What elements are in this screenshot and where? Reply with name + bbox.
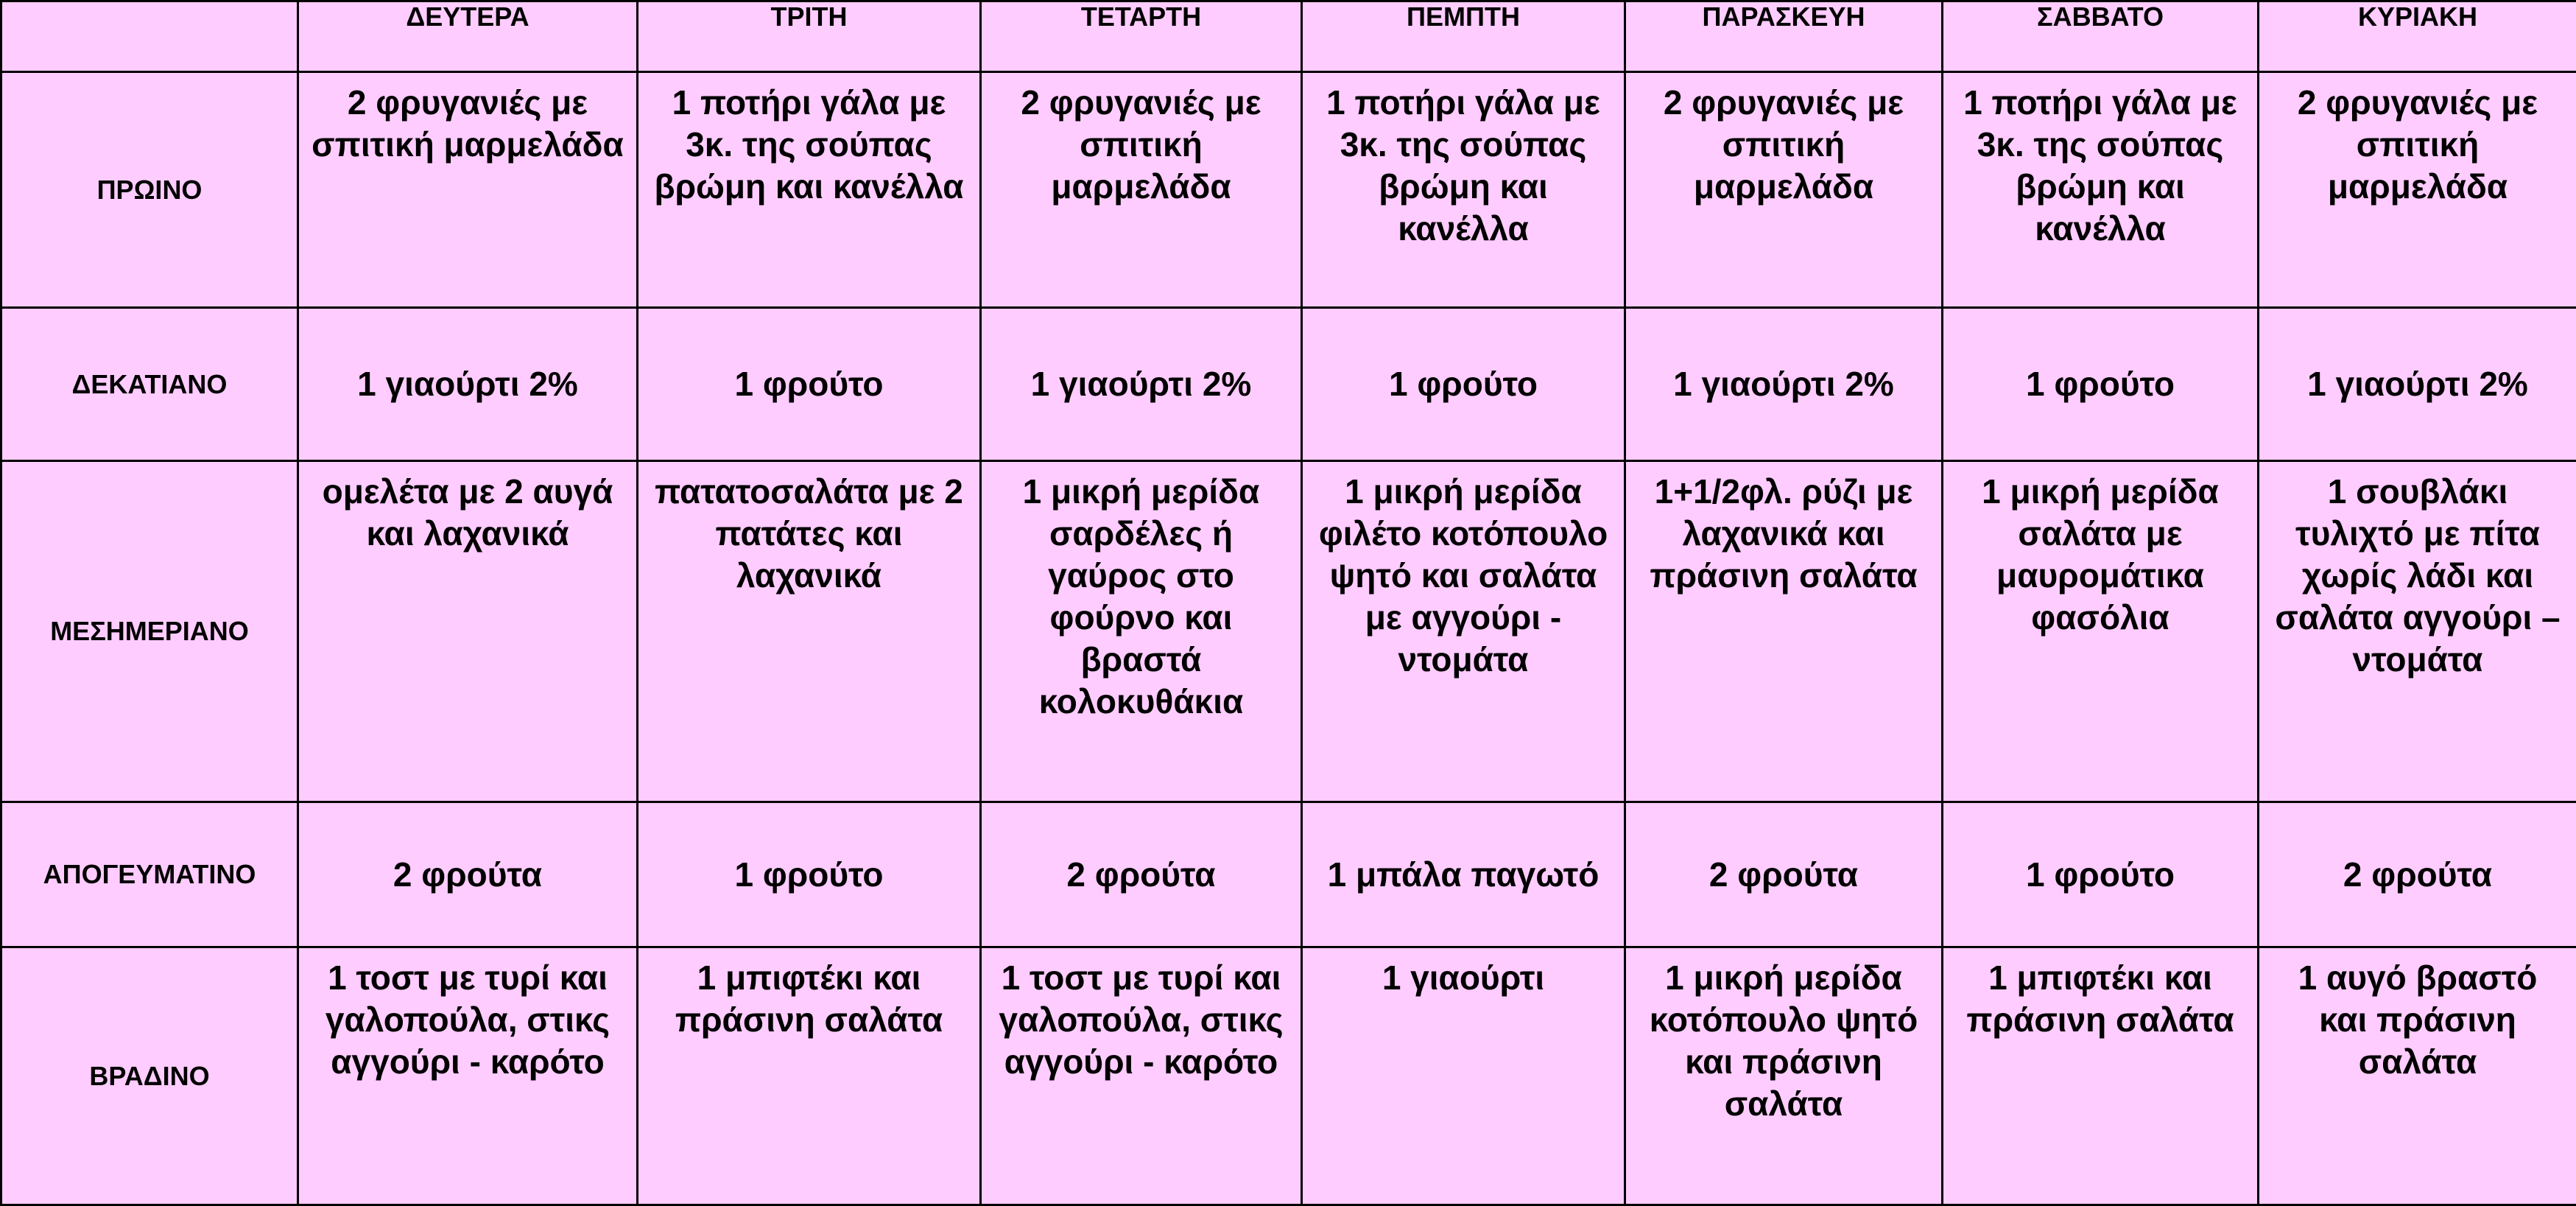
meal-cell: πατατοσαλάτα με 2 πατάτες και λαχανικά xyxy=(638,461,981,802)
day-header: ΚΥΡΙΑΚΗ xyxy=(2259,1,2576,72)
meal-cell: 1 ποτήρι γάλα με 3κ. της σούπας βρώμη και κανέλλα xyxy=(638,72,981,308)
day-header: ΠΕΜΠΤΗ xyxy=(1302,1,1625,72)
meal-cell: 1 μπιφτέκι και πράσινη σαλάτα xyxy=(1943,947,2259,1205)
meal-cell: 1 γιαούρτι 2% xyxy=(1625,308,1943,461)
meal-cell: 1 μπιφτέκι και πράσινη σαλάτα xyxy=(638,947,981,1205)
meal-cell: 2 φρούτα xyxy=(298,802,638,947)
meal-cell: 1 μικρή μερίδα σαλάτα με μαυρομάτικα φασόλια xyxy=(1943,461,2259,802)
header-row xyxy=(1,1,2576,72)
meal-label: ΒΡΑΔΙΝΟ xyxy=(1,947,298,1205)
meal-cell: ομελέτα με 2 αυγά και λαχανικά xyxy=(298,461,638,802)
meal-cell: 1+1/2φλ. ρύζι με λαχανικά και πράσινη σαλάτα xyxy=(1625,461,1943,802)
meal-cell: 1 σουβλάκι τυλιχτό με πίτα χωρίς λάδι και σαλάτα αγγούρι – ντομάτα xyxy=(2259,461,2576,802)
meal-label: ΜΕΣΗΜΕΡΙΑΝΟ xyxy=(1,461,298,802)
meal-cell: 2 φρούτα xyxy=(981,802,1302,947)
meal-cell: 2 φρυγανιές με σπιτική μαρμελάδα xyxy=(981,72,1302,308)
meal-row-lunch xyxy=(1,461,2576,802)
meal-cell: 1 γιαούρτι 2% xyxy=(981,308,1302,461)
meal-cell: 1 φρούτο xyxy=(638,802,981,947)
meal-row-afternoon xyxy=(1,802,2576,947)
meal-row-dinner xyxy=(1,947,2576,1205)
meal-label: ΠΡΩΙΝΟ xyxy=(1,72,298,308)
meal-cell: 1 ποτήρι γάλα με 3κ. της σούπας βρώμη και κανέλλα xyxy=(1302,72,1625,308)
meal-cell: 1 τοστ με τυρί και γαλοπούλα, στικς αγγούρι - καρότο xyxy=(981,947,1302,1205)
meal-label: ΑΠΟΓΕΥΜΑΤΙΝΟ xyxy=(1,802,298,947)
meal-cell: 1 τοστ με τυρί και γαλοπούλα, στικς αγγούρι - καρότο xyxy=(298,947,638,1205)
corner-cell xyxy=(1,1,298,72)
meal-cell: 1 φρούτο xyxy=(1943,802,2259,947)
day-header: ΣΑΒΒΑΤΟ xyxy=(1943,1,2259,72)
meal-cell: 1 μικρή μερίδα σαρδέλες ή γαύρος στο φούρνο και βραστά κολοκυθάκια xyxy=(981,461,1302,802)
meal-cell: 1 μικρή μερίδα κοτόπουλο ψητό και πράσινη σαλάτα xyxy=(1625,947,1943,1205)
meal-cell: 2 φρυγανιές με σπιτική μαρμελάδα xyxy=(298,72,638,308)
day-header: ΤΕΤΑΡΤΗ xyxy=(981,1,1302,72)
meal-cell: 1 αυγό βραστό και πράσινη σαλάτα xyxy=(2259,947,2576,1205)
meal-cell: 2 φρούτα xyxy=(2259,802,2576,947)
day-header: ΤΡΙΤΗ xyxy=(638,1,981,72)
meal-cell: 1 ποτήρι γάλα με 3κ. της σούπας βρώμη και κανέλλα xyxy=(1943,72,2259,308)
day-header: ΠΑΡΑΣΚΕΥΗ xyxy=(1625,1,1943,72)
meal-cell: 1 μπάλα παγωτό xyxy=(1302,802,1625,947)
meal-row-breakfast xyxy=(1,72,2576,308)
meal-cell: 2 φρυγανιές με σπιτική μαρμελάδα xyxy=(1625,72,1943,308)
meal-cell: 1 γιαούρτι 2% xyxy=(298,308,638,461)
meal-cell: 2 φρούτα xyxy=(1625,802,1943,947)
meal-cell: 1 γιαούρτι 2% xyxy=(2259,308,2576,461)
day-header: ΔΕΥΤΕΡΑ xyxy=(298,1,638,72)
meal-cell: 1 φρούτο xyxy=(1943,308,2259,461)
meal-cell: 2 φρυγανιές με σπιτική μαρμελάδα xyxy=(2259,72,2576,308)
meal-cell: 1 γιαούρτι xyxy=(1302,947,1625,1205)
meal-cell: 1 φρούτο xyxy=(638,308,981,461)
meal-cell: 1 φρούτο xyxy=(1302,308,1625,461)
meal-label: ΔΕΚΑΤΙΑΝΟ xyxy=(1,308,298,461)
meal-row-snack xyxy=(1,308,2576,461)
meal-cell: 1 μικρή μερίδα φιλέτο κοτόπουλο ψητό και σαλάτα με αγγούρι - ντομάτα xyxy=(1302,461,1625,802)
